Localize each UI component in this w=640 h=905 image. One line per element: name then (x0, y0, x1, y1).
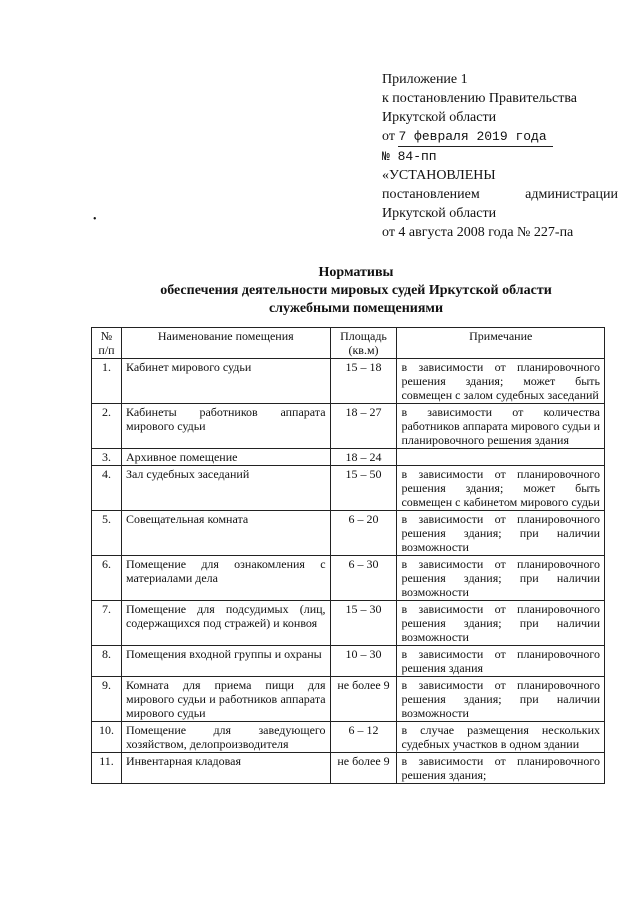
row-name: Комната для приема пищи для мирового судьи и работников аппарата мирового судьи (121, 677, 330, 722)
table-row (92, 722, 605, 753)
row-area: 15 – 30 (330, 601, 397, 646)
approved-label: «УСТАНОВЛЕНЫ (382, 168, 496, 183)
resolution-date: 7 февраля 2019 года (398, 127, 552, 147)
row-num: 3. (92, 449, 122, 466)
row-note: в зависимости от количества работников аппарата мирового судьи и планировочного решения здания (397, 404, 605, 449)
row-area: 10 – 30 (330, 646, 397, 677)
header-num: № п/п (92, 328, 122, 359)
row-area: не более 9 (330, 753, 397, 784)
row-name: Совещательная комната (121, 511, 330, 556)
row-note: в случае размещения нескольких судебных участков в одном здании (397, 722, 605, 753)
row-num: 8. (92, 646, 122, 677)
region-name-2: Иркутской области (382, 206, 497, 221)
region-name: Иркутской области (382, 110, 497, 125)
row-num: 4. (92, 466, 122, 511)
row-area: 15 – 18 (330, 359, 397, 404)
row-num: 2. (92, 404, 122, 449)
row-area: 18 – 24 (330, 449, 397, 466)
resolution-ref: к постановлению Правительства (382, 91, 578, 106)
table-row (92, 449, 605, 466)
row-num: 5. (92, 511, 122, 556)
row-name: Архивное помещение (121, 449, 330, 466)
row-note: в зависимости от планировочного решения здания; при наличии возможности (397, 601, 605, 646)
row-area: не более 9 (330, 677, 397, 722)
row-note: в зависимости от планировочного решения здания; (397, 753, 605, 784)
row-name: Помещение для ознакомления с материалами дела (121, 556, 330, 601)
row-note: в зависимости от планировочного решения здания; может быть совмещен с кабинетом мирового судьи (397, 466, 605, 511)
row-area: 15 – 50 (330, 466, 397, 511)
row-area: 6 – 20 (330, 511, 397, 556)
resolution-number: № 84-пп (382, 149, 437, 164)
row-name: Помещения входной группы и охраны (121, 646, 330, 677)
title-line-3: служебными помещениями (268, 301, 444, 316)
table-row (92, 646, 605, 677)
row-num: 9. (92, 677, 122, 722)
date-prefix: от (382, 129, 395, 144)
header-note: Примечание (397, 328, 605, 359)
header-area: Площадь (кв.м) (330, 328, 397, 359)
table-header-row (92, 328, 605, 359)
row-area: 18 – 27 (330, 404, 397, 449)
row-note: в зависимости от планировочного решения здания; при наличии возможности (397, 511, 605, 556)
stray-mark: • (93, 214, 97, 225)
header-name: Наименование помещения (121, 328, 330, 359)
title-line-1: Нормативы (318, 265, 394, 280)
row-area: 6 – 12 (330, 722, 397, 753)
row-num: 10. (92, 722, 122, 753)
row-note: в зависимости от планировочного решения здания; может быть совмещен с залом судебных заседаний (397, 359, 605, 404)
row-name: Кабинет мирового судьи (121, 359, 330, 404)
approved-date: от 4 августа 2008 года № 227-па (382, 225, 574, 240)
resolution-date-line (382, 127, 618, 147)
appendix-label: Приложение 1 (382, 72, 468, 87)
table-row (92, 359, 605, 404)
appendix-header (382, 70, 618, 242)
row-note: в зависимости от планировочного решения здания (397, 646, 605, 677)
table-row (92, 511, 605, 556)
row-note: в зависимости от планировочного решения здания; при наличии возможности (397, 677, 605, 722)
table-row (92, 601, 605, 646)
table-row (92, 556, 605, 601)
row-num: 6. (92, 556, 122, 601)
row-num: 11. (92, 753, 122, 784)
table-row (92, 753, 605, 784)
approved-by-line (382, 185, 618, 204)
approved-by-word2: администрации (525, 187, 618, 202)
row-note (397, 449, 605, 466)
row-name: Зал судебных заседаний (121, 466, 330, 511)
row-name: Помещение для заведующего хозяйством, делопроизводителя (121, 722, 330, 753)
approved-by-word: постановлением (382, 187, 480, 202)
premises-table (91, 327, 605, 784)
row-name: Инвентарная кладовая (121, 753, 330, 784)
title-line-2: обеспечения деятельности мировых судей Иркутской области (160, 283, 552, 298)
row-note: в зависимости от планировочного решения здания; при наличии возможности (397, 556, 605, 601)
row-name: Кабинеты работников аппарата мирового судьи (121, 404, 330, 449)
row-name: Помещение для подсудимых (лиц, содержащихся под стражей) и конвоя (121, 601, 330, 646)
row-area: 6 – 30 (330, 556, 397, 601)
table-row (92, 677, 605, 722)
row-num: 1. (92, 359, 122, 404)
table-row (92, 466, 605, 511)
document-title (96, 264, 616, 318)
table-row (92, 404, 605, 449)
row-num: 7. (92, 601, 122, 646)
